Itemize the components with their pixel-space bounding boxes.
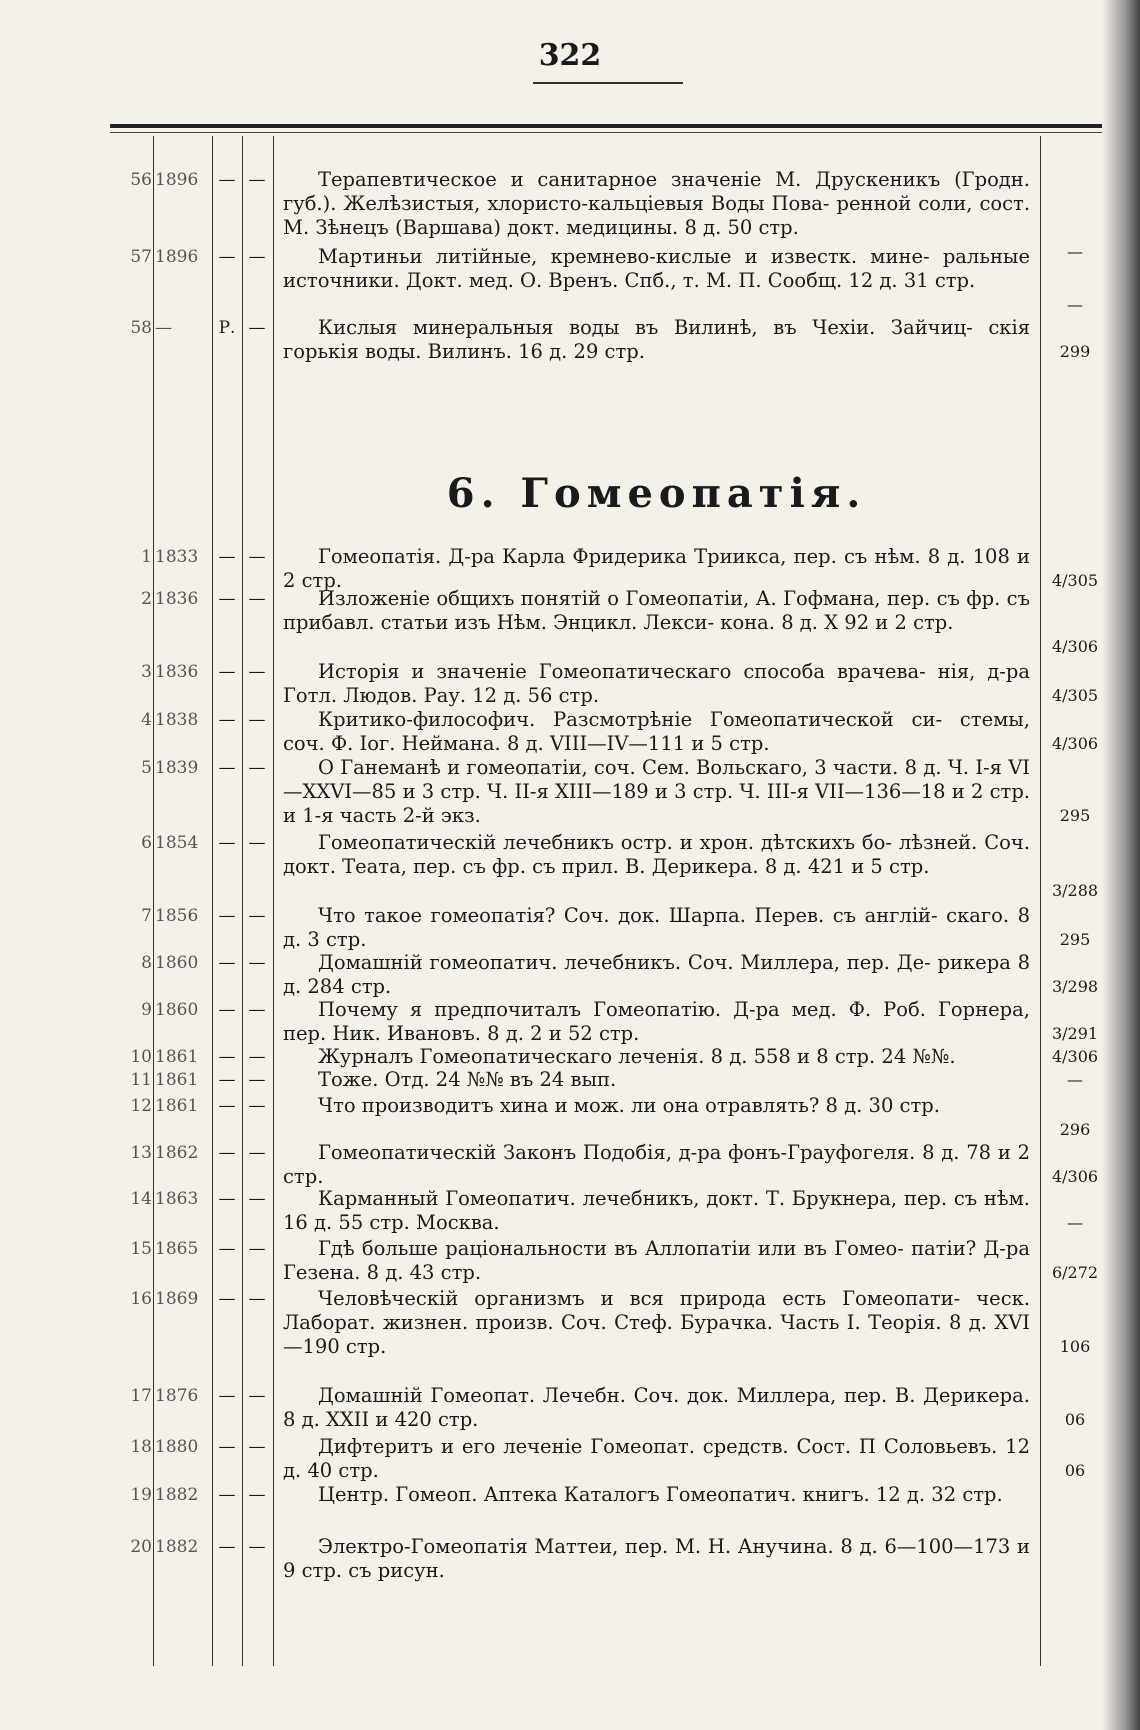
- entry-mark-a: —: [218, 1289, 236, 1309]
- entry-mark-a: —: [218, 1000, 236, 1020]
- entry-text: [283, 756, 1030, 828]
- entry-line: ральные источники. Докт. мед. О. Вренъ. Спб., т. М. П. Сообщ.: [283, 245, 1030, 292]
- entry-mark-b: —: [248, 1047, 266, 1067]
- header-rule-thin: [110, 132, 1110, 133]
- entry-line: д. 32 стр.: [906, 1483, 1003, 1506]
- entry-text: [283, 831, 1030, 879]
- entry-year: 1876: [155, 1386, 199, 1406]
- entry-mark-a: —: [218, 1070, 236, 1090]
- entry-number: 9: [141, 1000, 152, 1020]
- entry-line: Домашній гомеопатич. лечебникъ. Соч. Миллера, пер. Де-: [318, 951, 931, 974]
- entry-mark-a: —: [218, 1437, 236, 1457]
- entry-mark-a: Р.: [218, 318, 236, 338]
- entry-mark-a: —: [218, 833, 236, 853]
- entry-right-code: 4/306: [1051, 637, 1099, 656]
- entry-mark-a: —: [218, 710, 236, 730]
- entry-mark-a: —: [218, 547, 236, 567]
- entry-line: Гдѣ больше раціональности въ Аллопатіи или въ Гомео-: [318, 1237, 904, 1260]
- entry-mark-a: —: [218, 662, 236, 682]
- entry-mark-a: —: [218, 1537, 236, 1557]
- entry-year: 1861: [155, 1047, 199, 1067]
- entry-number: 4: [141, 710, 152, 730]
- entry-year: 1896: [155, 170, 199, 190]
- entry-mark-b: —: [248, 1289, 266, 1309]
- entry-text: [283, 951, 1030, 999]
- entry-right-code: —: [1067, 1213, 1083, 1232]
- entry-number: 17: [130, 1386, 152, 1406]
- entry-line: Журналъ Гомеопатическаго леченія. 8 д. 558 и 8 стр. 24 №№.: [318, 1045, 956, 1068]
- entry-line: Теорія. 8 д. XVI—190 стр.: [283, 1311, 1030, 1358]
- entry-line: 6—100—173 и 9 стр. съ рисун.: [283, 1535, 1030, 1582]
- entry-right-code: 06: [1064, 1410, 1086, 1429]
- entry-line: Мартиньи литійные, кремнево-кислые и известк. мине-: [318, 245, 930, 268]
- entry-text: [283, 1094, 1030, 1118]
- page-edge-shadow: [1102, 0, 1140, 1730]
- entry-year: 1836: [155, 662, 199, 682]
- entry-right-code: —: [1067, 1070, 1083, 1089]
- entry-line: скія горькія воды. Вилинъ. 16 д. 29 стр.: [283, 316, 1030, 363]
- entry-line: Горнера, пер. Ник. Ивановъ. 8 д. 2 и 52 стр.: [283, 998, 1030, 1045]
- entry-number: 57: [130, 247, 152, 267]
- entry-line: Кислыя минеральныя воды въ Вилинѣ, въ Чехіи. Зайчиц-: [318, 316, 973, 339]
- page-number: 322: [538, 38, 602, 73]
- entry-line: 8 д. 108 и 2 стр.: [283, 545, 1030, 592]
- entry-mark-a: —: [218, 1096, 236, 1116]
- entry-mark-b: —: [248, 1485, 266, 1505]
- entry-line: Домашній Гомеопат. Лечебн. Соч. док. Миллера, пер. В.: [318, 1384, 916, 1407]
- entry-line: Дифтеритъ и его леченіе Гомеопат. средств. Сост. П: [318, 1435, 876, 1458]
- entry-number: 20: [130, 1537, 152, 1557]
- entry-mark-b: —: [248, 1096, 266, 1116]
- entry-text: [283, 1045, 1030, 1069]
- entry-mark-b: —: [248, 1000, 266, 1020]
- entry-line: Гомеопатическій лечебникъ остр. и хрон. дѣтскихъ бо-: [318, 831, 892, 854]
- entry-mark-a: —: [218, 1047, 236, 1067]
- entry-text: [283, 1535, 1030, 1583]
- entry-line: Почему я предпочиталъ Гомеопатію. Д-ра мед. Ф. Роб.: [318, 998, 926, 1021]
- entry-text: [283, 904, 1030, 952]
- entry-number: 10: [130, 1047, 152, 1067]
- entry-number: 13: [130, 1143, 152, 1163]
- entry-line: Что такое гомеопатія? Соч. док. Шарпа. Перев. съ англій-: [318, 904, 938, 927]
- entry-right-code: 296: [1059, 1120, 1091, 1139]
- entry-mark-b: —: [248, 1537, 266, 1557]
- entry-line: Изложеніе общихъ понятій о Гомеопатіи, А. Гофмана,: [318, 587, 881, 610]
- entry-text: [283, 245, 1030, 293]
- entry-right-code: 4/306: [1051, 1047, 1099, 1066]
- entry-mark-b: —: [248, 1070, 266, 1090]
- entry-mark-b: —: [248, 170, 266, 190]
- entry-number: 5: [141, 758, 152, 778]
- section-title: 6. Гомеопатія.: [446, 470, 867, 517]
- entry-number: 58: [130, 318, 152, 338]
- entry-right-code: 295: [1059, 930, 1091, 949]
- entry-line: кона. 8 д. X 92 и 2 стр.: [720, 611, 954, 634]
- entry-line: Терапевтическое и санитарное значеніе М. Друскеникъ: [318, 168, 941, 191]
- entry-mark-b: —: [248, 1386, 266, 1406]
- entry-mark-b: —: [248, 1437, 266, 1457]
- entry-line: О Ганеманѣ и гомеопатіи, соч. Сем. Вольскаго, 3 части.: [318, 756, 899, 779]
- entry-line: нія, д-ра Готл. Людов. Рау. 12 д. 56 стр.: [283, 660, 1031, 707]
- entry-text: [283, 587, 1030, 635]
- entry-line: патіи? Д-ра Гезена. 8 д. 43 стр.: [283, 1237, 1030, 1284]
- entry-number: 11: [130, 1070, 152, 1090]
- entry-mark-a: —: [218, 1143, 236, 1163]
- entry-year: 1860: [155, 953, 199, 973]
- entry-right-code: 295: [1059, 806, 1091, 825]
- entry-right-code: 3/288: [1051, 881, 1099, 900]
- entry-number: 14: [130, 1189, 152, 1209]
- entry-right-code: 4/306: [1051, 1167, 1099, 1186]
- entry-right-code: 4/305: [1051, 571, 1099, 590]
- entry-mark-a: —: [218, 906, 236, 926]
- entry-text: [283, 708, 1030, 756]
- entry-year: 1860: [155, 1000, 199, 1020]
- entry-year: 1896: [155, 247, 199, 267]
- entry-text: [283, 1483, 1030, 1507]
- entry-right-code: 3/291: [1051, 1024, 1099, 1043]
- column-divider: [1040, 136, 1041, 1666]
- entry-text: [283, 998, 1030, 1046]
- entry-line: Человѣческій организмъ и вся природа есть Гомеопати-: [318, 1287, 961, 1310]
- entry-mark-a: —: [218, 170, 236, 190]
- entry-mark-b: —: [248, 906, 266, 926]
- entry-year: 1882: [155, 1537, 199, 1557]
- entry-mark-b: —: [248, 1143, 266, 1163]
- header-rule: [110, 124, 1110, 128]
- entry-line: Что производитъ хина и мож. ли она отравлять? 8 д.: [318, 1094, 863, 1117]
- entry-year: 1836: [155, 589, 199, 609]
- entry-mark-b: —: [248, 1239, 266, 1259]
- entry-year: 1863: [155, 1189, 199, 1209]
- entry-mark-a: —: [218, 1485, 236, 1505]
- entry-right-code: 3/298: [1051, 977, 1099, 996]
- entry-mark-b: —: [248, 1189, 266, 1209]
- entry-right-code: 4/306: [1051, 734, 1099, 753]
- entry-mark-a: —: [218, 247, 236, 267]
- entry-text: [283, 1141, 1030, 1189]
- entry-mark-a: —: [218, 1189, 236, 1209]
- entry-number: 7: [141, 906, 152, 926]
- entry-line: 8 д. 50 стр.: [684, 216, 799, 239]
- entry-year: 1862: [155, 1143, 199, 1163]
- entry-number: 1: [141, 547, 152, 567]
- entry-mark-b: —: [248, 662, 266, 682]
- entry-text: [283, 168, 1030, 240]
- entry-mark-a: —: [218, 1386, 236, 1406]
- entry-line: Ч. III-я VII—136—18 и 2 стр. и 1-я часть 2-й экз.: [283, 780, 1031, 827]
- entry-year: 1839: [155, 758, 199, 778]
- entry-line: пер. съ фр. съ прибавл. статьи изъ Нѣм. Энцикл. Лекси-: [283, 587, 1030, 634]
- entry-number: 6: [141, 833, 152, 853]
- entry-line: стемы, соч. Ф. Іог. Неймана. 8 д. VIII—IV—111 и 5 стр.: [283, 708, 1031, 755]
- entry-number: 8: [141, 953, 152, 973]
- entry-line: Соловьевъ. 12 д. 40 стр.: [283, 1435, 1030, 1482]
- entry-line: Гомеопатія. Д-ра Карла Фридерика Триикса, пер. съ нѣм.: [318, 545, 921, 568]
- entry-mark-a: —: [218, 1239, 236, 1259]
- entry-text: [283, 1237, 1030, 1285]
- entry-line: лѣзней. Соч. докт. Теата, пер. съ фр. съ прил. В. Дерикера.: [283, 831, 1030, 878]
- page-number-rule: [533, 82, 683, 84]
- entry-line: скаго. 8 д. 3 стр.: [283, 904, 1030, 951]
- entry-right-code: 106: [1059, 1337, 1091, 1356]
- entry-text: [283, 1068, 1030, 1092]
- entry-right-code: —: [1067, 242, 1083, 261]
- entry-line: 8 д. 421 и 5 стр.: [764, 855, 930, 878]
- entry-text: [283, 316, 1030, 364]
- entry-year: 1865: [155, 1239, 199, 1259]
- entry-mark-b: —: [248, 247, 266, 267]
- entry-line: ренной соли, сост. М. Зѣнецъ (Варшава) докт. медицины.: [283, 192, 1031, 239]
- entry-number: 56: [130, 170, 152, 190]
- entry-text: [283, 1287, 1030, 1359]
- entry-number: 16: [130, 1289, 152, 1309]
- entry-mark-b: —: [248, 547, 266, 567]
- entry-mark-b: —: [248, 833, 266, 853]
- entry-line: 30 стр.: [868, 1094, 940, 1117]
- entry-year: 1833: [155, 547, 199, 567]
- entry-right-code: —: [1067, 295, 1083, 314]
- entry-mark-b: —: [248, 953, 266, 973]
- entry-year: 1861: [155, 1070, 199, 1090]
- entry-year: 1880: [155, 1437, 199, 1457]
- entry-year: 1856: [155, 906, 199, 926]
- entry-text: [283, 660, 1030, 708]
- entry-line: (Гродн. губ.). Желѣзистыя, хлористо-кальціевыя Воды Пова-: [283, 168, 1031, 215]
- entry-text: [283, 1187, 1030, 1235]
- entry-mark-a: —: [218, 589, 236, 609]
- entry-line: пер. съ нѣм. 16 д. 55 стр. Москва.: [283, 1187, 1030, 1234]
- entry-number: 12: [130, 1096, 152, 1116]
- entry-right-code: 06: [1064, 1461, 1086, 1480]
- entry-line: 12 д. 31 стр.: [848, 269, 976, 292]
- entry-text: [283, 545, 1030, 593]
- entry-line: 8 д. 78 и 2 стр.: [283, 1141, 1030, 1188]
- entry-year: 1861: [155, 1096, 199, 1116]
- entry-right-code: 299: [1059, 342, 1091, 361]
- entry-line: 8 д. Ч. I-я VI—XXVI—85 и 3 стр. Ч. II-я XIII—189 и 3 стр.: [283, 756, 1031, 803]
- entry-mark-b: —: [248, 318, 266, 338]
- entry-line: Карманный Гомеопатич. лечебникъ, докт. Т. Брукнера,: [318, 1187, 898, 1210]
- column-divider: [273, 136, 274, 1666]
- entry-mark-b: —: [248, 758, 266, 778]
- entry-line: Дерикера. 8 д. XXII и 420 стр.: [283, 1384, 1030, 1431]
- entry-number: 15: [130, 1239, 152, 1259]
- entry-text: [283, 1435, 1030, 1483]
- entry-line: Исторія и значеніе Гомеопатическаго способа врачева-: [318, 660, 926, 683]
- entry-line: Тоже. Отд. 24 №№ въ 24 вып.: [318, 1068, 617, 1091]
- entry-right-code: 6/272: [1051, 1263, 1099, 1282]
- entry-number: 19: [130, 1485, 152, 1505]
- entry-year: 1854: [155, 833, 199, 853]
- entry-year: 1869: [155, 1289, 199, 1309]
- entry-mark-b: —: [248, 589, 266, 609]
- entry-line: Центр. Гомеоп. Аптека Каталогъ Гомеопатич. книгъ. 12: [318, 1483, 901, 1506]
- entry-number: 2: [141, 589, 152, 609]
- entry-year: 1838: [155, 710, 199, 730]
- entry-year: 1882: [155, 1485, 199, 1505]
- entry-line: Электро-Гомеопатія Маттеи, пер. М. Н. Анучина. 8 д.: [318, 1535, 878, 1558]
- entry-line: Критико-философич. Разсмотрѣніе Гомеопатической си-: [318, 708, 943, 731]
- entry-year: —: [155, 318, 172, 338]
- entry-mark-b: —: [248, 710, 266, 730]
- entry-right-code: 4/305: [1051, 686, 1099, 705]
- entry-number: 3: [141, 662, 152, 682]
- entry-line: рикера 8 д. 284 стр.: [283, 951, 1030, 998]
- entry-mark-a: —: [218, 953, 236, 973]
- column-divider: [153, 136, 154, 1666]
- entry-line: Гомеопатическій Законъ Подобія, д-ра фонъ-Грауфогеля.: [318, 1141, 916, 1164]
- entry-mark-a: —: [218, 758, 236, 778]
- entry-line: ческ. Лаборат. жизнен. произв. Соч. Стеф. Бурачка. Часть I.: [283, 1287, 1031, 1334]
- entry-text: [283, 1384, 1030, 1432]
- entry-number: 18: [130, 1437, 152, 1457]
